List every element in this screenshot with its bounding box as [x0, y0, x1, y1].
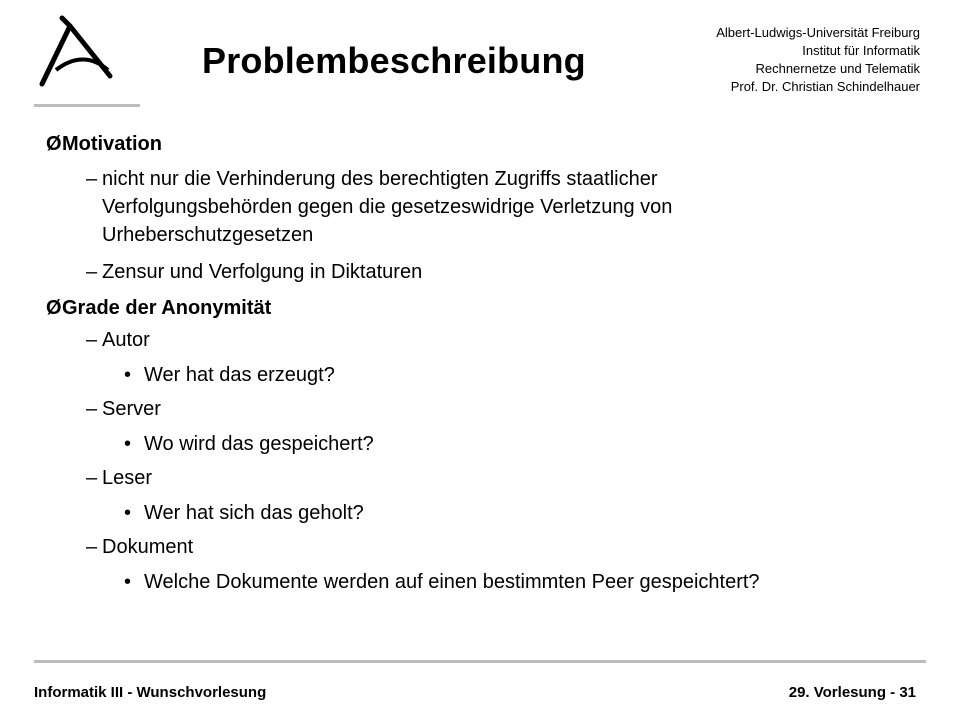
sub-list-item-text: Wo wird das gespeichert?: [144, 433, 374, 455]
dot-bullet: •: [124, 502, 132, 524]
dash-bullet: –: [86, 467, 98, 489]
institution-line: Prof. Dr. Christian Schindelhauer: [730, 79, 920, 94]
sub-list-item: [124, 361, 335, 389]
dot-bullet: •: [124, 364, 132, 386]
page-title: Problembeschreibung: [202, 40, 586, 81]
list-item-text: nicht nur die Verhinderung des berechtigten Zugriffs staatlicher Verfolgungsbehörden gegen die gesetzeswidrige Verletzung von Urheberschutzgesetzen: [102, 168, 673, 246]
dash-bullet: –: [86, 329, 98, 351]
list-item-text: Dokument: [102, 536, 194, 558]
list-item: [86, 258, 802, 286]
section-heading-text: Motivation: [62, 133, 162, 155]
list-item: [86, 326, 150, 354]
section-heading-anonymity: [46, 294, 271, 322]
sub-list-item-text: Wer hat sich das geholt?: [144, 502, 364, 524]
footer-lecture-page: 29. Vorlesung - 31: [788, 684, 916, 701]
sub-list-item: [124, 430, 374, 458]
list-item: [86, 464, 152, 492]
sub-list-item: [124, 499, 364, 527]
dot-bullet: •: [124, 433, 132, 455]
list-item-text: Autor: [102, 329, 150, 351]
dash-bullet: –: [86, 536, 98, 558]
section-heading-text: Grade der Anonymität: [62, 297, 272, 319]
list-item: [86, 395, 161, 423]
sub-list-item-text: Wer hat das erzeugt?: [144, 364, 335, 386]
dash-bullet: –: [86, 398, 98, 420]
arrow-bullet-icon: Ø: [46, 297, 62, 319]
institution-line: Institut für Informatik: [802, 43, 920, 58]
dash-bullet: –: [86, 168, 98, 190]
section-heading-motivation: [46, 130, 162, 158]
list-item-text: Leser: [102, 467, 153, 489]
sub-list-item-text: Welche Dokumente werden auf einen bestimmten Peer gespeichtert?: [144, 571, 760, 593]
footer-course-title: Informatik III - Wunschvorlesung: [34, 684, 267, 701]
list-item: [86, 533, 193, 561]
sub-list-item: [124, 568, 760, 596]
arrow-bullet-icon: Ø: [46, 133, 62, 155]
list-item-text: Server: [102, 398, 161, 420]
institution-line: Albert-Ludwigs-Universität Freiburg: [716, 25, 920, 40]
dot-bullet: •: [124, 571, 132, 593]
list-item: [86, 165, 802, 249]
institution-line: Rechnernetze und Telematik: [755, 61, 920, 76]
footer-divider: [34, 660, 926, 663]
list-item-text: Zensur und Verfolgung in Diktaturen: [102, 261, 423, 283]
dash-bullet: –: [86, 261, 98, 283]
